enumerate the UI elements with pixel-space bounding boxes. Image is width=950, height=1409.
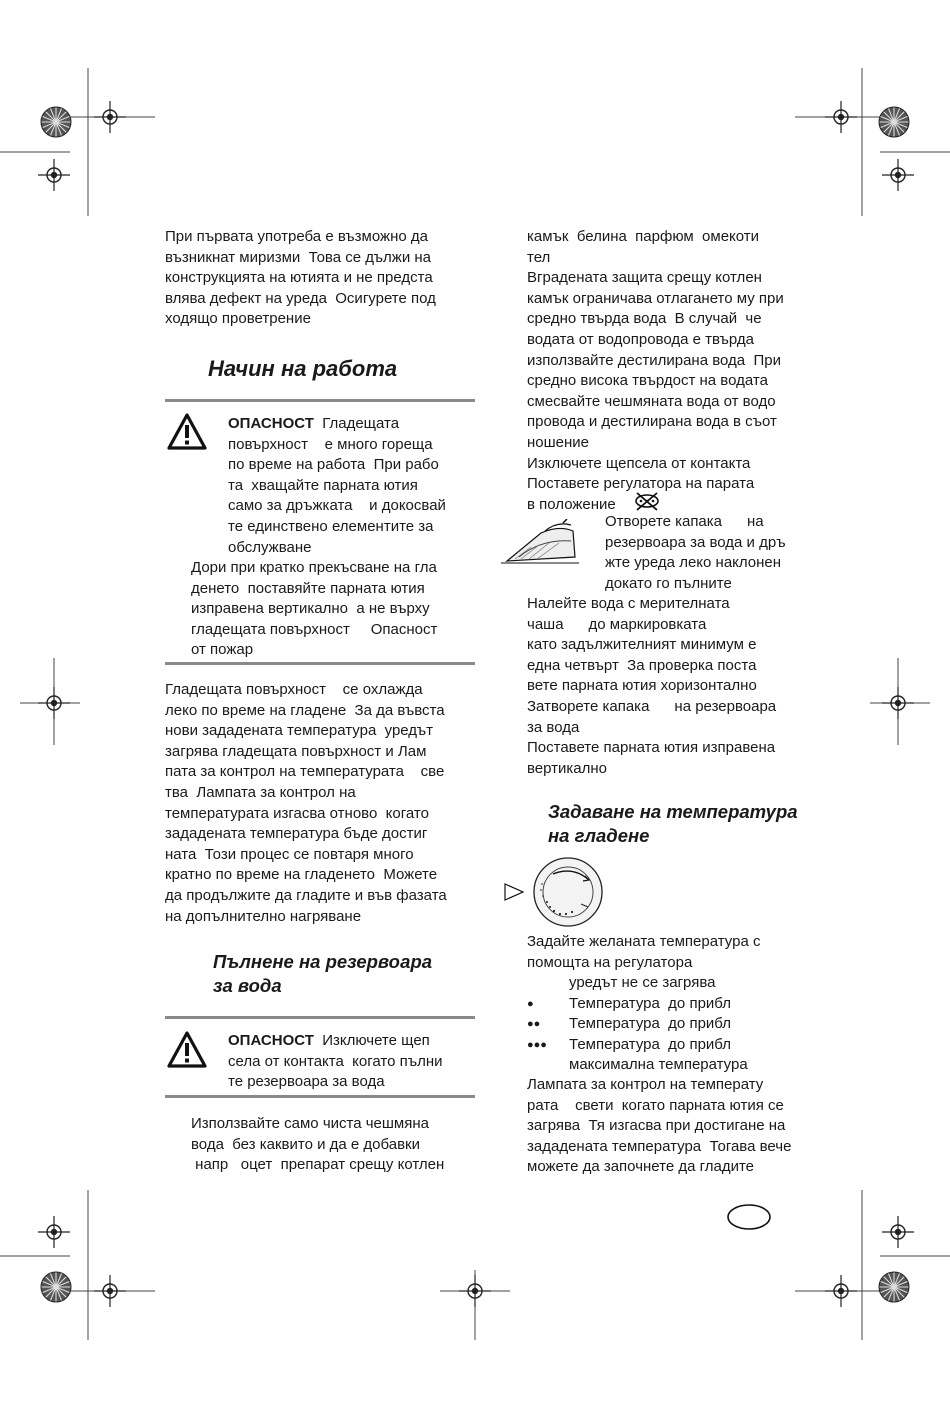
warning2-first: Изключете щеп — [313, 1032, 430, 1049]
warning1-top-rule — [165, 399, 475, 402]
plate-paragraph: Гладещата повърхност се охлажда леко по време на гладене За да въвста нови зададената температура уредът загрява гладещата повърхност и Лам пата за контрол на температурата све тва Лампата за контрол на температурата изгасва отново когато зададената температура бъде достиг ната Този процес се повтаря много кратно по време на гладенето Можете да продължите да гладите и във фазата на допълнително нагряване — [165, 681, 447, 925]
list-item — [527, 973, 716, 994]
warning1-first: Гладещата — [313, 415, 400, 432]
pour-paragraph: Налейте вода с мерителната чаша до маркировката като задължителният минимум е една четвърт За проверка поста вете парната ютия хоризонтално Затворете капака на резервоара за вода Поставете парната ютия изправена вертикално — [527, 595, 777, 777]
list-text: уредът не се загрява — [569, 974, 716, 991]
warning2-bottom-rule — [165, 1095, 475, 1098]
heading-operation: Начин на работа — [208, 356, 398, 381]
set-temp-paragraph: Задайте желаната температура с помощта на регулатора — [527, 933, 761, 971]
list-item — [527, 994, 731, 1015]
heading-fill-tank: Пълнене на резервоара за вода — [213, 951, 433, 996]
warning-triangle-icon — [166, 1030, 208, 1070]
warning2-first-line — [228, 1031, 430, 1052]
continued-paragraph: камък белина парфюм омекоти тел Вградената защита срещу котлен камък ограничава отлагането му при средно твърда вода В случай че водата от водопровода е твърда използвайте дестилирана вода При средно висока твърдост на водата смесвайте чешмяната вода от водо провода и дестилирана вода в съот ношение Изключете щепсела от контакта Поставете регулатора на парата в положение — [527, 228, 784, 513]
warning1-label: ОПАСНОСТ — [228, 415, 314, 432]
water-paragraph: Използвайте само чиста чешмяна вода без каквито и да е добавки напр оцет препарат срещу котлен — [191, 1115, 445, 1174]
intro-paragraph: При първата употреба е възможно да възникнат миризми Това се дължи на конструкцията на ютията и не предста влява дефект на уреда Осигурете под ходящо проветрение — [165, 228, 436, 328]
list-bullet: ● — [527, 997, 534, 1010]
list-text: Температура до прибл — [569, 1015, 731, 1033]
list-text: Температура до прибл — [569, 1035, 731, 1053]
list-item — [527, 1035, 731, 1056]
list-text: Температура до прибл — [569, 994, 731, 1012]
temperature-list — [527, 973, 748, 1076]
list-item — [527, 1055, 748, 1076]
language-badge — [726, 1203, 772, 1231]
list-bullet: ●●● — [527, 1038, 547, 1051]
warning2-text: села от контакта когато пълни те резервоара за вода — [228, 1052, 443, 1091]
lamp-paragraph: Лампата за контрол на температу рата свети когато парната ютия се загрява Тя изгасва при достигане на зададената температура Тогава вече можете да започнете да гладите — [527, 1076, 792, 1176]
list-item — [527, 1014, 731, 1035]
open-lid-paragraph: Отворете капака на резервоара за вода и дръ жте уреда леко наклонен докато го пълните — [605, 513, 786, 592]
warning1-bottom-rule — [165, 662, 475, 665]
list-bullet: ●● — [527, 1018, 541, 1031]
heading-set-temperature: Задаване на температура на гладене — [548, 801, 798, 846]
warning1-text: повърхност е много гореща по време на работа При рабо та хващайте парната ютия само за дръжката и докосвай те единствено елементите за обслужване — [228, 435, 446, 556]
warning1-tail: Дори при кратко прекъсване на гла денето поставяйте парната ютия изправена вертикално а не върху гладещата повърхност Опасност от пожар — [191, 559, 438, 659]
warning1-first-line — [228, 414, 399, 435]
warning2-top-rule — [165, 1016, 475, 1019]
warning2-label: ОПАСНОСТ — [228, 1032, 314, 1049]
list-text: максимална температура — [569, 1056, 748, 1074]
iron-filling-icon — [501, 519, 581, 571]
warning-triangle-icon — [166, 412, 208, 452]
temperature-dial-icon — [503, 856, 603, 928]
steam-off-icon — [632, 492, 662, 512]
